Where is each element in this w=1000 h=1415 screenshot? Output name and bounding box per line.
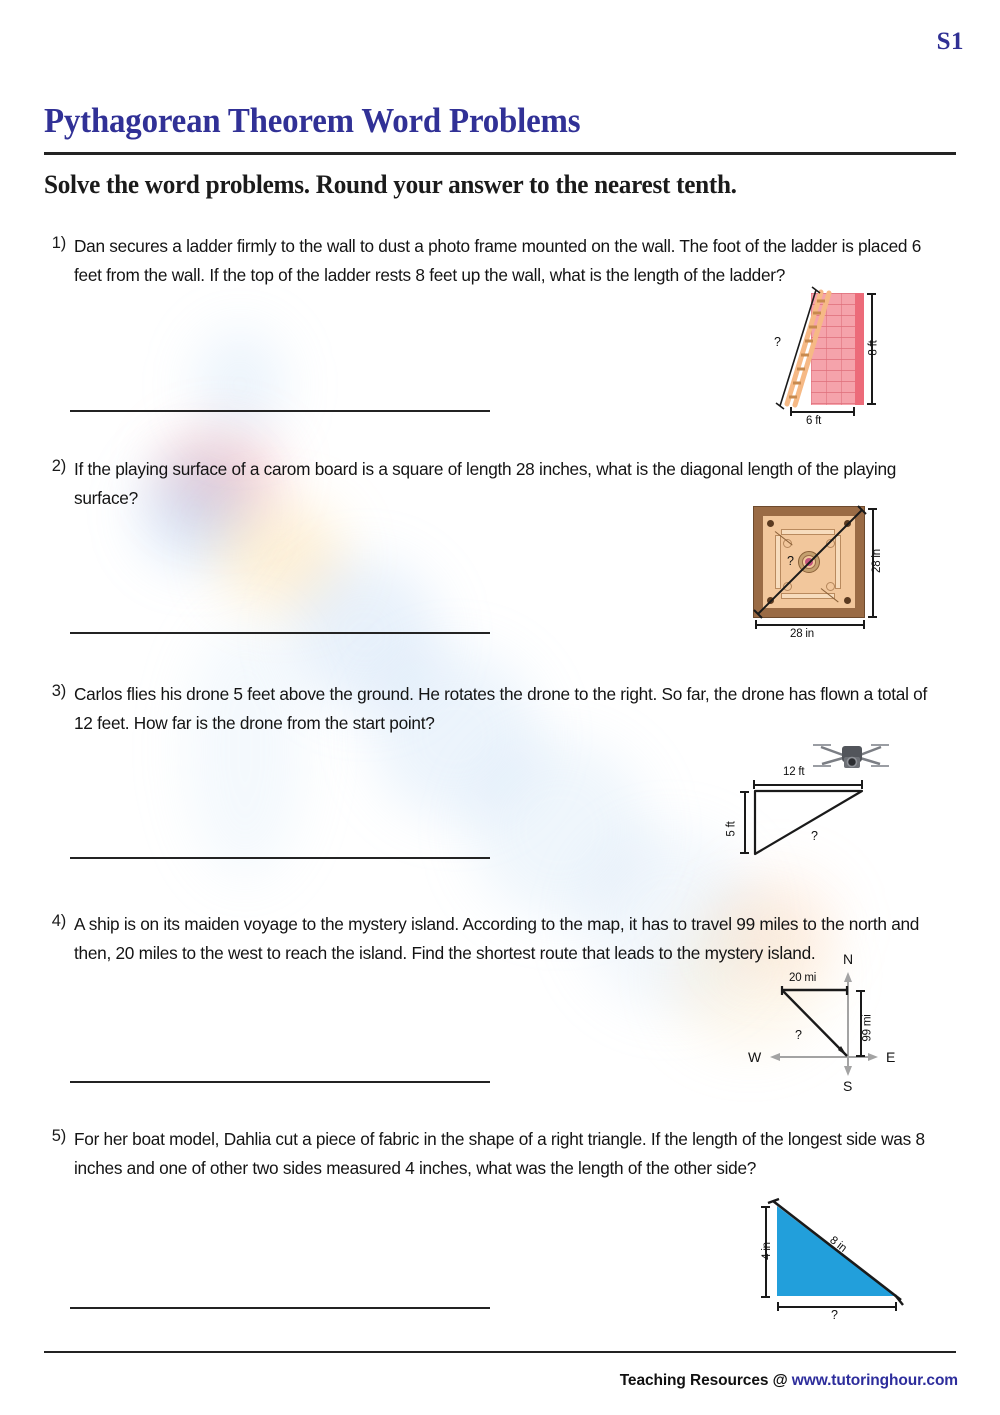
drone-right-triangle-figure	[725, 735, 900, 860]
problem-5-left-label: 4 in	[760, 1242, 773, 1260]
triangle-left-tick-bottom	[761, 1296, 770, 1298]
compass-east-label: E	[886, 1049, 896, 1065]
triangle-left-tick-top	[761, 1206, 770, 1208]
carom-board-figure	[745, 500, 895, 640]
problem-4-unknown-label: ?	[795, 1028, 802, 1042]
problem-1	[40, 232, 960, 290]
problem-1-number: 1)	[51, 234, 66, 252]
problem-2-text: If the playing surface of a carom board is a square of length 28 inches, what is the diagonal length of the playing surface?	[74, 459, 897, 508]
compass-right-tick-bottom	[856, 1055, 865, 1057]
ladder-against-wall-figure	[765, 285, 895, 430]
title-divider	[44, 152, 956, 155]
problem-5-hypotenuse-label: 8 in	[827, 1234, 849, 1255]
base-tick-left	[790, 407, 792, 416]
problem-3-top-label: 12 ft	[783, 766, 805, 778]
directions-text: Solve the word problems. Round your answer to the nearest tenth.	[44, 170, 737, 199]
problem-3-unknown-label: ?	[811, 829, 818, 843]
problem-4-number: 4)	[51, 912, 66, 930]
problem-1-text: Dan secures a ladder firmly to the wall to dust a photo frame mounted on the wall. The foot of the ladder is placed 6 feet from the wall. If the top of the ladder rests 8 feet up the wall, what is the length of the ladder?	[74, 236, 922, 285]
compass-north-label: N	[843, 951, 854, 967]
problem-3-left-label: 5 ft	[725, 821, 738, 837]
base-dimension-bar	[790, 411, 855, 413]
problem-2-unknown-label: ?	[787, 554, 794, 568]
problem-3-number: 3)	[51, 682, 66, 700]
problem-5	[40, 1125, 960, 1183]
problem-4-right-label: 99 mi	[861, 1014, 874, 1042]
problem-3	[40, 680, 960, 738]
carom-bottom-dimension-bar	[755, 624, 865, 626]
problem-4-answer-line[interactable]	[70, 1081, 490, 1083]
carom-right-tick-top	[868, 508, 877, 510]
compass-west-label: W	[748, 1049, 762, 1065]
problem-5-text: For her boat model, Dahlia cut a piece of fabric in the shape of a right triangle. If the length of the longest side was 8 inches and one of other two sides measured 4 inches, what was the length of the other side?	[74, 1129, 925, 1178]
footer-credit	[620, 1372, 958, 1390]
height-tick-bottom	[867, 403, 876, 405]
compass-south-label: S	[843, 1078, 853, 1094]
problem-2-right-label: 28 in	[870, 549, 883, 573]
blue-triangle-sail-figure	[755, 1190, 920, 1330]
height-tick-top	[867, 293, 876, 295]
footer-prefix: Teaching Resources @	[619, 1372, 792, 1389]
problem-1-base-label: 6 ft	[806, 415, 822, 427]
page-code-badge: S1	[936, 28, 964, 55]
triangle-bottom-tick-right	[895, 1302, 897, 1311]
ship-route-path	[740, 950, 905, 1100]
carom-bottom-tick-right	[863, 620, 865, 629]
problem-1-unknown-label: ?	[774, 335, 781, 349]
compass-route-figure	[740, 950, 905, 1100]
carom-bottom-tick-left	[755, 620, 757, 629]
problem-3-text: Carlos flies his drone 5 feet above the ground. He rotates the drone to the right. So far, the drone has flown a total of 12 feet. How far is the drone from the start point?	[74, 684, 927, 733]
problem-1-answer-line[interactable]	[70, 410, 490, 412]
triangle-bottom-tick-left	[777, 1302, 779, 1311]
problem-5-number: 5)	[51, 1127, 66, 1145]
problem-5-unknown-label: ?	[831, 1308, 838, 1322]
problem-2-number: 2)	[51, 457, 66, 475]
problem-3-answer-line[interactable]	[70, 857, 490, 859]
problem-2-bottom-label: 28 in	[790, 628, 814, 640]
footer-website-link[interactable]: www.tutoringhour.com	[791, 1372, 958, 1389]
ladder-graphic	[765, 285, 895, 430]
problem-1-height-label: 8 ft	[867, 340, 880, 356]
problem-2-answer-line[interactable]	[70, 632, 490, 634]
page-title: Pythagorean Theorem Word Problems	[44, 101, 581, 140]
carom-right-tick-bottom	[868, 616, 877, 618]
footer-divider	[44, 1351, 956, 1353]
base-tick-right	[853, 407, 855, 416]
problem-4-text: A ship is on its maiden voyage to the mystery island. According to the map, it has to travel 99 miles to the north and then, 20 miles to the west to reach the island. Find the shortest route that leads to the mystery island.	[74, 914, 920, 963]
problem-4-top-label: 20 mi	[789, 972, 817, 984]
compass-right-tick-top	[856, 990, 865, 992]
problem-5-answer-line[interactable]	[70, 1307, 490, 1309]
